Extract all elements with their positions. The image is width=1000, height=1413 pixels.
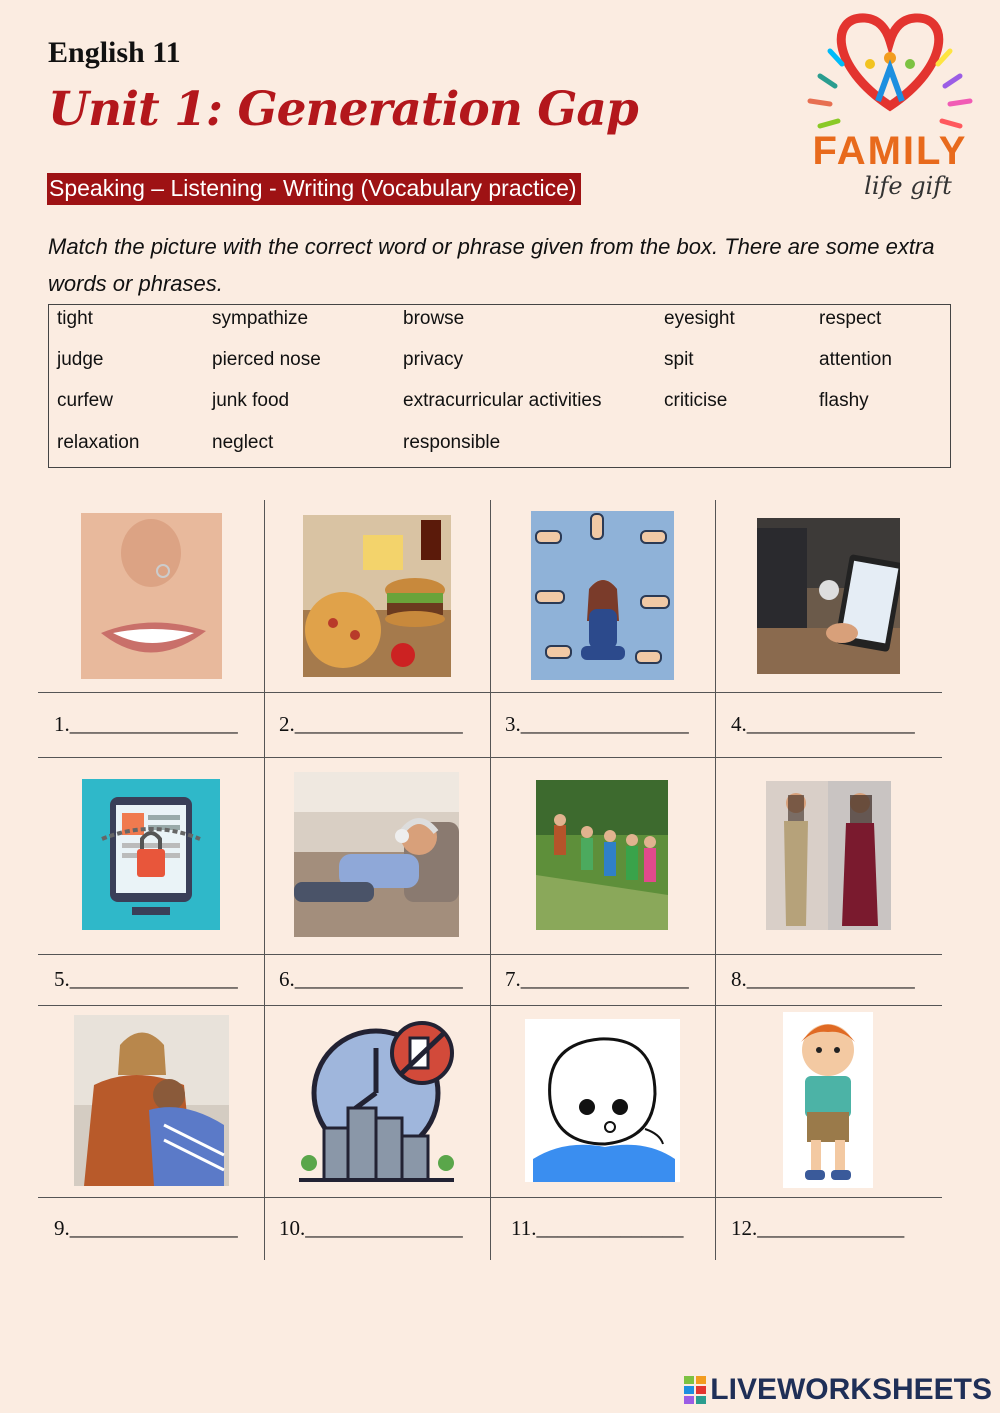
boy-standing-icon: [783, 1012, 873, 1188]
answer-blank-3[interactable]: 3.________________: [505, 712, 689, 736]
word-item: sympathize: [212, 308, 309, 329]
word-item: judge: [57, 349, 104, 370]
nose-ring-face-icon: [81, 513, 222, 679]
answer-blank-4[interactable]: 4.________________: [731, 712, 915, 736]
instruction-text: Match the picture with the correct word or phrase given from the box. There are some extra words or phrases.: [48, 234, 935, 296]
word-item: junk food: [212, 390, 290, 411]
answer-blank-11[interactable]: 11.______________: [511, 1216, 684, 1240]
word-item: attention: [819, 349, 892, 370]
word-item: pierced nose: [212, 349, 321, 370]
logo-tagline: life gift: [864, 172, 952, 200]
family-logo: [790, 6, 990, 206]
word-item: respect: [819, 308, 882, 329]
clock-curfew-city-icon: [294, 1018, 459, 1183]
word-item: extracurricular activities: [403, 390, 602, 411]
answer-blank-7[interactable]: 7.________________: [505, 967, 689, 991]
word-item: privacy: [403, 349, 464, 370]
spitting-child-icon: [525, 1019, 680, 1182]
locked-device-privacy-icon: [82, 779, 220, 930]
answer-blank-10[interactable]: 10._______________: [279, 1216, 463, 1240]
junk-food-icon: [303, 515, 451, 677]
hugging-mother-child-icon: [74, 1015, 229, 1186]
liveworksheets-footer[interactable]: [684, 1373, 992, 1407]
flashy-dresses-icon: [766, 781, 891, 930]
answer-blank-6[interactable]: 6.________________: [279, 967, 463, 991]
logo-word: FAMILY: [812, 129, 968, 173]
answer-blank-1[interactable]: 1.________________: [54, 712, 238, 736]
liveworksheets-logo-icon: [684, 1376, 706, 1404]
tablet-browsing-icon: [757, 518, 900, 674]
word-item: eyesight: [664, 308, 735, 329]
answer-blank-2[interactable]: 2.________________: [279, 712, 463, 736]
course-title: English 11: [48, 36, 181, 69]
word-item: criticise: [664, 390, 728, 411]
word-item: browse: [403, 308, 465, 329]
unit-title: Unit 1: Generation Gap: [48, 82, 638, 137]
word-item: responsible: [403, 432, 501, 453]
heart-icon: [841, 18, 938, 106]
word-item: curfew: [57, 390, 113, 411]
answer-blank-12[interactable]: 12.______________: [731, 1216, 905, 1240]
footer-brand: LIVEWORKSHEETS: [710, 1373, 992, 1406]
answer-blank-8[interactable]: 8.________________: [731, 967, 915, 991]
word-item: spit: [664, 349, 694, 370]
word-item: tight: [57, 308, 93, 329]
word-box: [48, 304, 951, 468]
answer-blank-5[interactable]: 5.________________: [54, 967, 238, 991]
picture-grid: [38, 500, 942, 1260]
skills-banner: Speaking – Listening - Writing (Vocabulary practice): [47, 173, 581, 205]
answer-blank-9[interactable]: 9.________________: [54, 1216, 238, 1240]
word-item: relaxation: [57, 432, 140, 453]
pointing-fingers-girl-icon: [531, 511, 674, 680]
word-item: flashy: [819, 390, 869, 411]
relaxing-man-headphones-icon: [294, 772, 459, 937]
word-item: neglect: [212, 432, 274, 453]
hiking-children-icon: [536, 780, 668, 930]
